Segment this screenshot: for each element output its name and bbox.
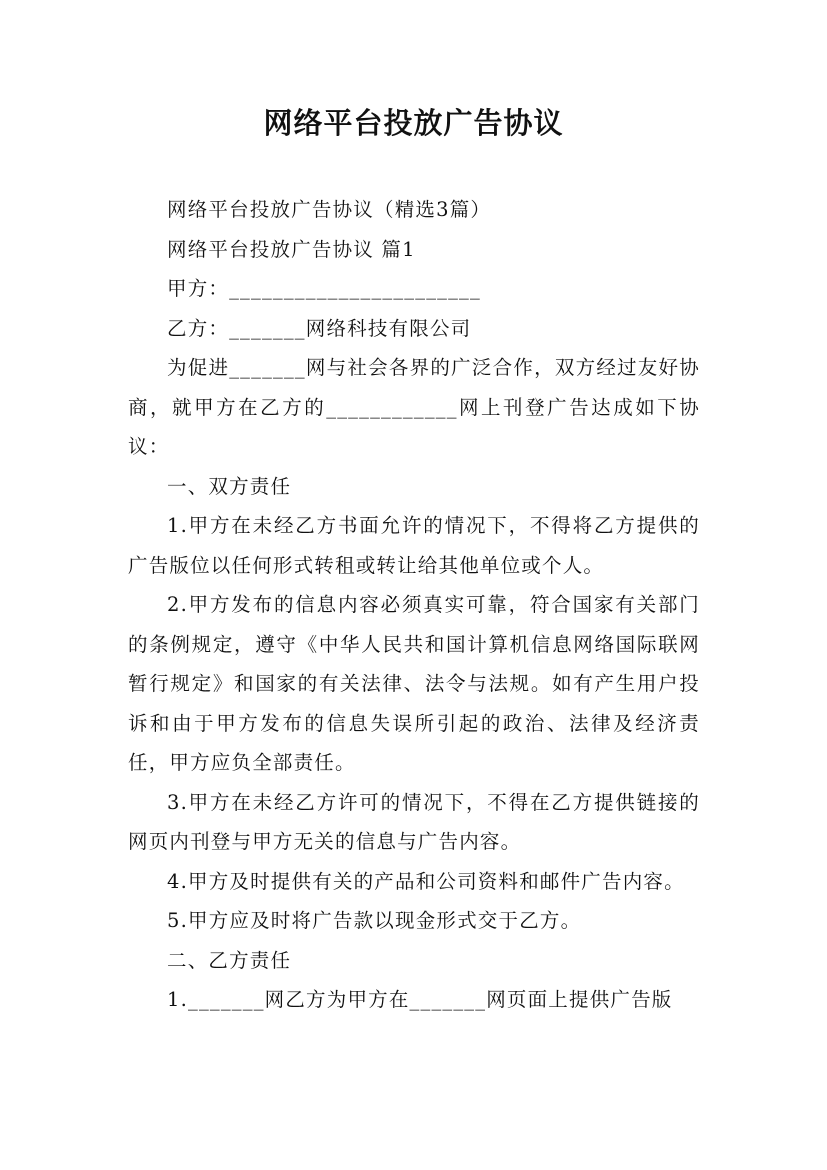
subtitle-selected-3: 网络平台投放广告协议（精选3篇） <box>167 198 492 221</box>
document-title: 网络平台投放广告协议 <box>263 106 564 140</box>
clause-1: 1.甲方在未经乙方书面允许的情况下，不得将乙方提供的广告版位以任何形式转租或转让给其他单位或个人。 <box>128 514 700 577</box>
clause-4: 4.甲方及时提供有关的产品和公司资料和邮件广告内容。 <box>167 869 685 893</box>
document-body <box>128 190 700 1020</box>
party-b-line: 乙方：_______网络科技有限公司 <box>167 316 472 340</box>
section-heading-part-1: 网络平台投放广告协议 篇1 <box>167 237 416 261</box>
heading-party-b-responsibilities: 二、乙方责任 <box>167 948 292 972</box>
clause-2: 2.甲方发布的信息内容必须真实可靠，符合国家有关部门的条例规定，遵守《中华人民共和国计算机信息网络国际联网暂行规定》和国家的有关法律、法令与法规。如有产生用户投诉和由于甲方发布的信息失误所引起的政治、法律及经济责任，甲方应负全部责任。 <box>128 593 700 774</box>
intro-paragraph: 为促进_______网与社会各界的广泛合作，双方经过友好协商，就甲方在乙方的____________网上刊登广告达成如下协议： <box>128 356 700 458</box>
party-a-line: 甲方：_______________________ <box>167 277 481 300</box>
heading-mutual-responsibilities: 一、双方责任 <box>167 474 292 498</box>
clause-3: 3.甲方在未经乙方许可的情况下，不得在乙方提供链接的网页内刊登与甲方无关的信息与广告内容。 <box>128 790 700 853</box>
party-b-clause-1: 1._______网乙方为甲方在_______网页面上提供广告版 <box>167 988 673 1011</box>
clause-5: 5.甲方应及时将广告款以现金形式交于乙方。 <box>167 909 582 932</box>
